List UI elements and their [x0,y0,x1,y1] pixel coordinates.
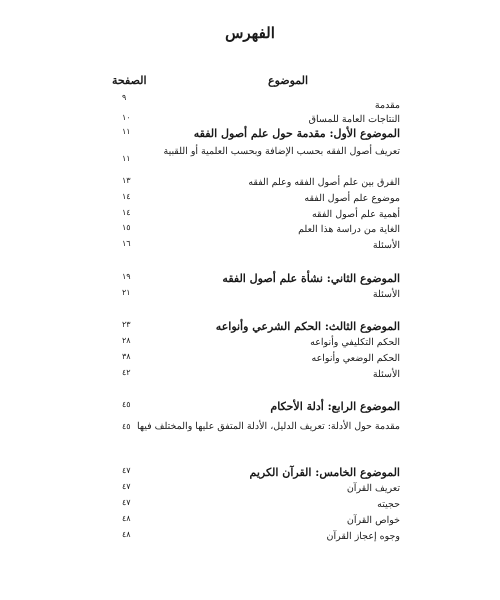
toc-page-number: ١١ [122,154,131,163]
toc-row [0,113,500,127]
toc-page-number: ٤٥ [122,400,131,409]
toc-entry-text: حجيته [377,499,400,510]
toc-row [0,368,500,382]
toc-row [0,272,500,286]
toc-entry-text: مقدمة حول الأدلة: تعريف الدليل، الأدلة المتفق عليها والمختلف فيها [136,421,400,432]
toc-row [0,192,500,206]
toc-entry-text: مقدمة [374,100,400,111]
toc-entry-text: الغاية من دراسة هذا العلم [298,224,400,235]
toc-page-number: ١٤ [122,192,131,201]
toc-page-number: ٩ [122,93,127,102]
toc-row [0,288,500,302]
toc-page-number: ٤٨ [122,530,131,539]
toc-entry-text: خواص القرآن [346,515,400,526]
toc-row [0,418,500,448]
toc-page-number: ٤٥ [122,422,131,431]
toc-page-number: ١١ [122,127,131,136]
toc-topic-heading: الموضوع الثالث: الحكم الشرعي وأنواعه [215,320,400,333]
toc-page-number: ١٥ [122,223,131,232]
toc-entry-text: الحكم التكليفي وأنواعه [310,337,400,348]
page-title: الفهرس [225,24,275,42]
toc-row [0,482,500,496]
toc-row [0,99,500,113]
toc-page-number: ١٩ [122,272,131,281]
toc-row [0,176,500,190]
topic-column-header: الموضوع [268,74,309,87]
toc-row [0,144,500,174]
toc-page-number: ١٣ [122,176,131,185]
toc-entry-text: النتاجات العامة للمساق [308,114,400,125]
toc-row [0,239,500,253]
toc-topic-heading: الموضوع الخامس: القرآن الكريم [249,466,400,479]
page-column-header: الصفحة [112,74,147,87]
toc-row [0,336,500,350]
toc-entry-text: الفرق بين علم أصول الفقه وعلم الفقه [248,177,400,188]
toc-page-number: ٢١ [122,288,131,297]
toc-page-number: ١٤ [122,208,131,217]
toc-page-number: ٤٧ [122,498,131,507]
toc-row [0,466,500,480]
toc-row [0,514,500,528]
toc-row [0,352,500,366]
toc-entry-text: تعريف القرآن [346,483,400,494]
toc-entry-text: الأسئلة [372,369,400,380]
toc-row [0,320,500,334]
toc-entry-text: أهمية علم أصول الفقه [311,209,400,220]
toc-topic-heading: الموضوع الأول: مقدمة حول علم أصول الفقه [193,127,400,140]
toc-entry-text: تعريف أصول الفقه بحسب الإضافة وبحسب العلمية أو اللقبية [163,146,400,157]
toc-row [0,498,500,512]
toc-row [0,223,500,237]
toc-page-number: ٤٧ [122,466,131,475]
toc-page-number: ٤٨ [122,514,131,523]
toc-topic-heading: الموضوع الثاني: نشأة علم أصول الفقه [222,272,400,285]
toc-entry-text: وجوه إعجاز القرآن [326,531,400,542]
toc-entry-text: الحكم الوضعي وأنواعه [311,353,400,364]
toc-row [0,400,500,414]
toc-page-number: ١٠ [122,113,131,122]
toc-topic-heading: الموضوع الرابع: أدلة الأحكام [270,400,400,413]
toc-page-number: ٢٣ [122,320,131,329]
toc-entry-text: الأسئلة [372,289,400,300]
toc-row [0,530,500,544]
toc-page-number: ١٦ [122,239,131,248]
toc-page-number: ٤٧ [122,482,131,491]
toc-page-number: ٤٢ [122,368,131,377]
toc-page-number: ٣٨ [122,352,131,361]
toc-page-number: ٢٨ [122,336,131,345]
toc-entry-text: الأسئلة [372,240,400,251]
toc-entry-text: موضوع علم أصول الفقه [304,193,400,204]
toc-row [0,208,500,222]
toc-row [0,127,500,141]
